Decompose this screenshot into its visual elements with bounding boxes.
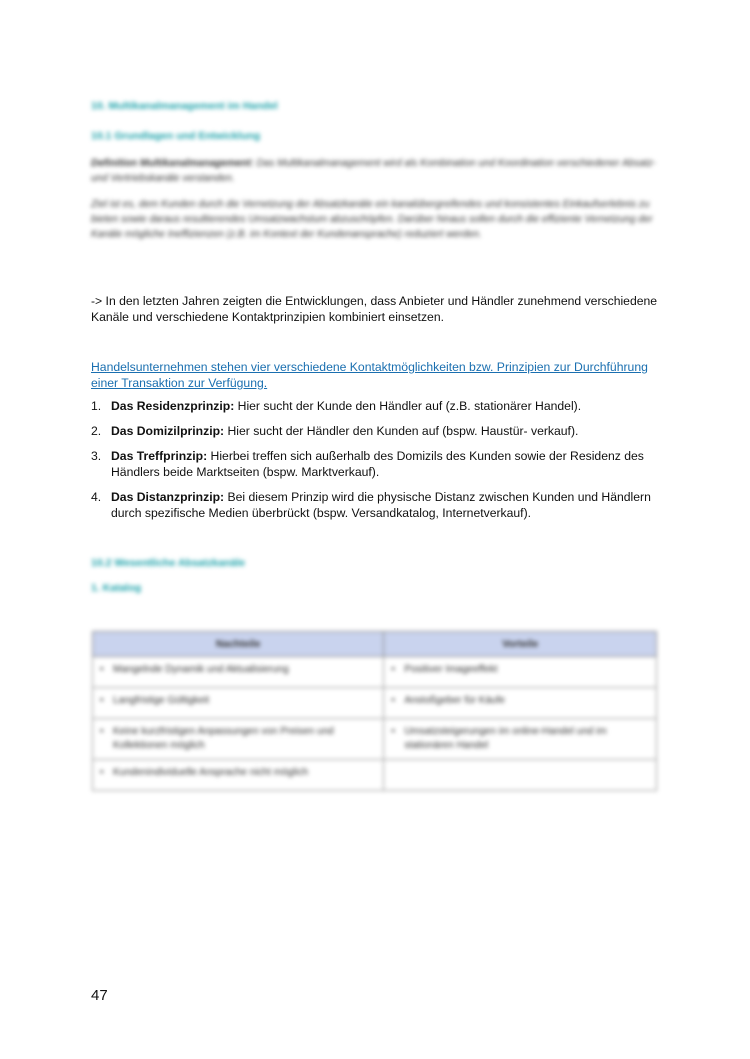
principle-text: Hierbei treffen sich außerhalb des Domizils des Kunden sowie der Residenz des Händlers beide Marktseiten (bspw. Marktverkauf). — [111, 449, 644, 479]
principles-list — [91, 398, 671, 530]
table-cell: • Anstoßgeber für Käufe — [384, 688, 657, 719]
principle-term: Das Domizilprinzip: — [111, 424, 225, 438]
comparison-table — [92, 631, 657, 791]
goal-paragraph: Ziel ist es, dem Kunden durch die Vernetzung der Absatzkanäle ein kanalübergreifendes und konsistentes Einkaufserlebnis zu bieten sowie daraus resultierendes Umsatzwachstum abzuschöpfen. Darüber hinaus sollen durch die effiziente Vernetzung der Kanäle mögliche Ineffizienzen (z.B. im Kontext der Kundenansprache) reduziert werden. — [91, 199, 653, 240]
principle-term: Das Residenzprinzip: — [111, 399, 235, 413]
principle-term: Das Treffprinzip: — [111, 449, 208, 463]
table-cell: • Mangelnde Dynamik und Aktualisierung — [93, 657, 384, 688]
table-row — [93, 760, 657, 791]
trend-paragraph: -> In den letzten Jahren zeigten die Entwicklungen, dass Anbieter und Händler zunehmend verschiedene Kanäle und verschiedene Kontaktprinzipien kombiniert einsetzen. — [91, 294, 658, 324]
list-item: 4. Das Distanzprinzip: Bei diesem Prinzip wird die physische Distanz zwischen Kunden und Händlern durch spezifische Medien überbrückt (bspw. Versandkatalog, Internetverkauf). — [91, 490, 651, 520]
table-row — [93, 719, 657, 760]
list-item: 1. Das Residenzprinzip: Hier sucht der Kunde den Händler auf (z.B. stationärer Handel). — [91, 399, 582, 413]
page-number: 47 — [91, 987, 108, 1004]
principle-text: Bei diesem Prinzip wird die physische Distanz zwischen Kunden und Händlern durch spezifische Medien überbrückt (bspw. Versandkatalog, Internetverkauf). — [111, 490, 651, 520]
definition-label: Definition Multikanalmanagement: — [91, 158, 254, 169]
definition-text: Das Multikanalmanagement wird als Kombination und Koordination verschiedener Absatz- und Vertriebskanäle verstanden. — [91, 158, 656, 184]
table-cell: • Positiver Imageeffekt — [384, 657, 657, 688]
section-title: 10. Multikanalmanagement im Handel — [91, 100, 278, 112]
intro-link[interactable]: Handelsunternehmen stehen vier verschiedene Kontaktmöglichkeiten bzw. Prinzipien zur Durchführung einer Transaktion zur Verfügung. — [91, 360, 648, 390]
principle-text: Hier sucht der Kunde den Händler auf (z.B. stationärer Handel). — [234, 399, 582, 413]
table-cell: • Langfristige Gültigkeit — [93, 688, 384, 719]
section-subtitle: 10.1 Grundlagen und Entwicklung — [91, 130, 261, 142]
table-cell — [384, 760, 657, 791]
list-item: 2. Das Domizilprinzip: Hier sucht der Händler den Kunden auf (bspw. Haustür- verkauf). — [91, 424, 579, 438]
table-row — [93, 657, 657, 688]
principle-text: Hier sucht der Händler den Kunden auf (bspw. Haustür- verkauf). — [224, 424, 579, 438]
table-row — [93, 688, 657, 719]
table-cell: • Kundenindividuelle Ansprache nicht möglich — [93, 760, 384, 791]
definition-paragraph — [91, 156, 661, 186]
table-cell: • Keine kurzfristigen Anpassungen von Preisen und Kollektionen möglich — [93, 719, 384, 760]
table-header-nachteile: Nachteile — [93, 632, 384, 657]
section2-subtitle: 1. Katalog — [91, 582, 142, 594]
list-item: 3. Das Treffprinzip: Hierbei treffen sich außerhalb des Domizils des Kunden sowie der Residenz des Händlers beide Marktseiten (bspw. Marktverkauf). — [91, 449, 644, 479]
table-cell: • Umsatzsteigerungen im online-Handel und im stationären Handel — [384, 719, 657, 760]
table-header-vorteile: Vorteile — [384, 632, 657, 657]
principle-term: Das Distanzprinzip: — [111, 490, 225, 504]
section2-title: 10.2 Wesentliche Absatzkanäle — [91, 557, 246, 569]
